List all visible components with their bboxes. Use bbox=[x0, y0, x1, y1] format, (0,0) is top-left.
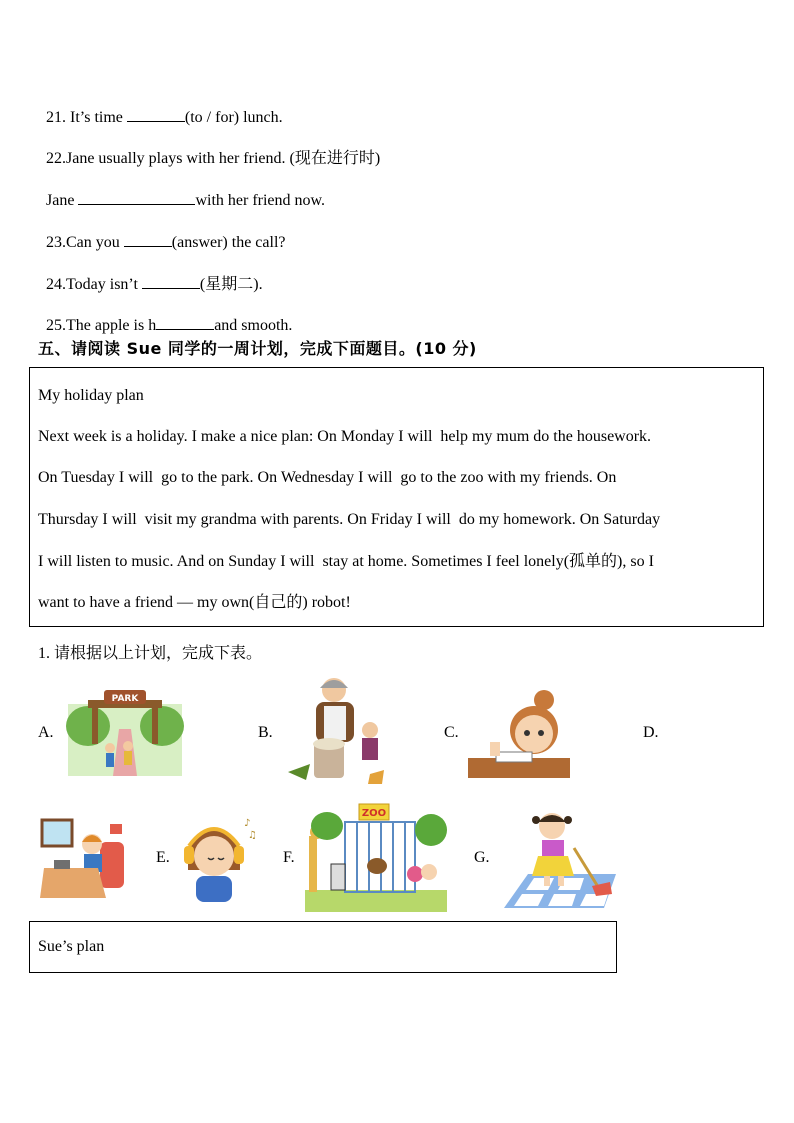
passage-line: Next week is a holiday. I make a nice plan: On Monday I will help my mum do the housework. bbox=[38, 428, 652, 445]
grandma-illustration bbox=[284, 674, 390, 788]
park-illustration bbox=[68, 684, 182, 776]
option-a-label: A. bbox=[38, 724, 54, 741]
table-label: Sue’s plan bbox=[38, 938, 105, 955]
question-text: with her friend now. bbox=[195, 192, 326, 209]
passage-line: want to have a friend — my own(自己的) robot! bbox=[38, 594, 351, 611]
task-instruction: 1. 请根据以上计划，完成下表。 bbox=[38, 645, 263, 662]
answer-blank[interactable] bbox=[124, 232, 172, 247]
option-g-label: G. bbox=[474, 849, 490, 866]
zoo-illustration bbox=[305, 800, 447, 912]
housework-illustration bbox=[504, 804, 616, 908]
option-d-label: D. bbox=[643, 724, 659, 741]
question-number: 21. bbox=[46, 109, 66, 126]
question-22 bbox=[38, 129, 380, 169]
question-text: (星期二). bbox=[199, 276, 263, 293]
answer-blank[interactable] bbox=[78, 190, 195, 205]
passage-title: My holiday plan bbox=[38, 387, 144, 404]
question-text: and smooth. bbox=[214, 317, 293, 334]
question-text: Jane bbox=[46, 192, 79, 209]
zoo-sign-text: ZOO bbox=[361, 808, 387, 819]
passage-line: Thursday I will visit my grandma with parents. On Friday I will do my homework. On Saturday bbox=[38, 511, 661, 528]
music-illustration bbox=[178, 810, 256, 902]
option-f-label: F. bbox=[283, 849, 295, 866]
question-text: (to / for) lunch. bbox=[184, 109, 283, 126]
option-c-label: C. bbox=[444, 724, 459, 741]
question-25 bbox=[38, 295, 292, 336]
answer-blank[interactable] bbox=[142, 274, 200, 289]
passage-box bbox=[29, 367, 764, 627]
passage-line: I will listen to music. And on Sunday I will stay at home. Sometimes I feel lonely(孤单的), so I bbox=[38, 553, 654, 570]
question-23 bbox=[38, 212, 286, 253]
question-text: (answer) the call? bbox=[171, 234, 286, 251]
passage-line: On Tuesday I will go to the park. On Wednesday I will go to the zoo with my friends. On bbox=[38, 469, 617, 486]
answer-blank[interactable] bbox=[127, 107, 185, 122]
question-number: 25. bbox=[46, 317, 66, 334]
question-text: Jane usually plays with her friend. (现在进行时) bbox=[66, 150, 381, 167]
sues-plan-table bbox=[29, 921, 617, 973]
question-22-answer bbox=[38, 170, 325, 211]
question-21 bbox=[38, 87, 283, 128]
question-24 bbox=[38, 254, 263, 295]
question-number: 22. bbox=[46, 150, 66, 167]
park-sign-text: PARK bbox=[111, 694, 139, 704]
question-text: Can you bbox=[66, 234, 124, 251]
question-number: 24. bbox=[46, 276, 66, 293]
question-number: 23. bbox=[46, 234, 66, 251]
answer-blank[interactable] bbox=[156, 315, 214, 330]
section-heading: 五、请阅读 Sue 同学的一周计划，完成下面题目。(10 分) bbox=[38, 339, 477, 358]
svg-text:♫: ♫ bbox=[248, 830, 257, 841]
option-b-label: B. bbox=[258, 724, 273, 741]
question-text: The apple is h bbox=[66, 317, 157, 334]
svg-text:♪: ♪ bbox=[244, 818, 251, 829]
option-e-label: E. bbox=[156, 849, 170, 866]
question-text: It’s time bbox=[66, 109, 127, 126]
homework-illustration bbox=[468, 688, 570, 778]
question-text: Today isn’t bbox=[66, 276, 142, 293]
stay-home-illustration bbox=[40, 818, 126, 898]
